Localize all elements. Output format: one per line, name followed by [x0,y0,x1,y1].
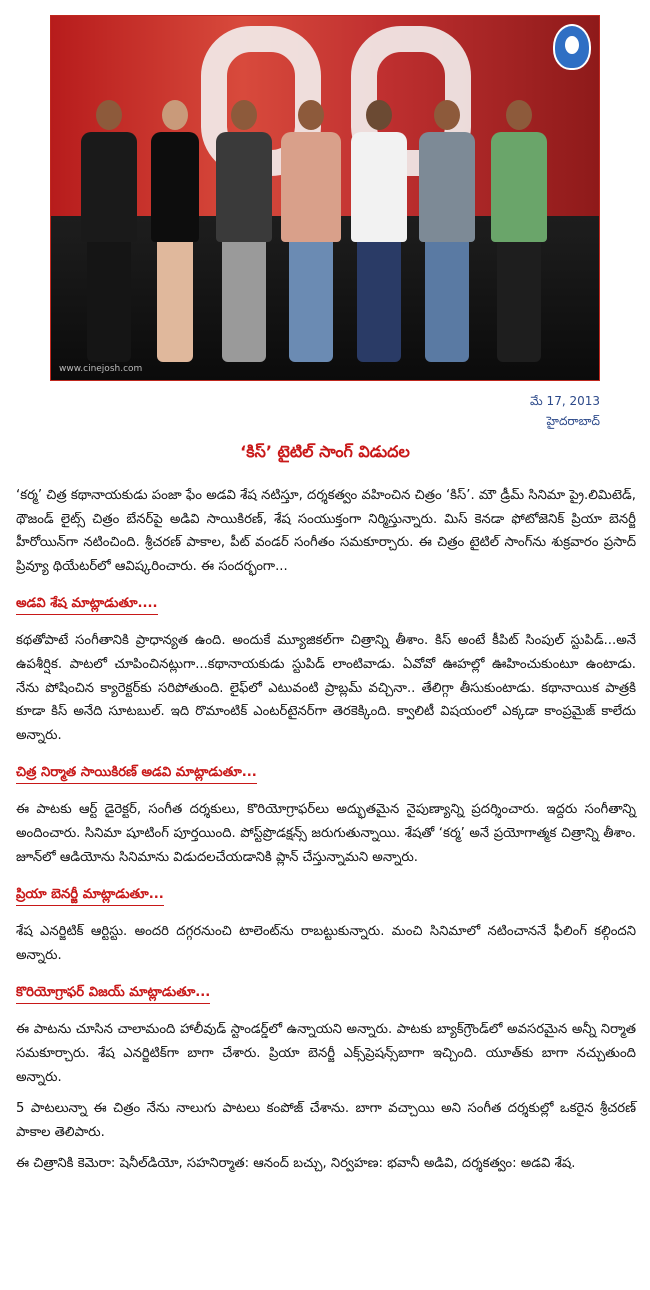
person-figure [419,100,475,362]
article-paragraph: కథతోపాటే సంగీతానికి ప్రాధాన్యత ఉంది. అందుకే మ్యూజికల్‌గా చిత్రాన్ని తీశాం. కిస్ అంటే కీపిట్ సింపుల్ స్టుపిడ్...అనే ఉపశీర్షిక. పాటలో చూపించినట్లుగా...కథానాయకుడు స్టుపిడ్ లాంటివాడు. ఏవోవో ఊహల్లో ఊహించుకుంటూ ఉంటాడు. నేను పోషించిన క్యారెక్టర్‌కు సరిపోతుంది. లైఫ్‌లో ఎటువంటి ప్రాబ్లమ్ వచ్చినా.. తేలిగ్గా తీసుకుంటాడు. కథానాయిక పాత్రకి కూడా కిస్ అనేది సూటబుల్. ఇది రొమాంటిక్ ఎంటర్‌టైనర్‌గా తెరకెక్కింది. క్వాలిటీ విషయంలో ఎక్కడా కాంప్రమైజ్ కాలేదు అన్నారు. [16,633,636,743]
article-headline: ‘కిస్’ టైటిల్ సాంగ్ విడుదల [240,442,410,461]
speaker-heading: ప్రియా బెనర్జీ మాట్లాడుతూ... [16,887,636,906]
person-figure [216,100,272,362]
site-logo-icon [553,24,591,70]
speaker-heading: అడవి శేష మాట్లాడుతూ.... [16,596,636,615]
person-figure [351,100,407,362]
article-paragraph: శేష ఎనర్జిటిక్ ఆర్టిస్టు. అందరి దగ్గరనుంచి టాలెంట్‌ను రాబట్టుకున్నారు. మంచి సినిమాలో నటించాననే ఫీలింగ్ కల్గిందని అన్నారు. [16,924,636,963]
person-figure [491,100,547,362]
article-paragraph: ఈ చిత్రానికి కెమెరా: షెనీల్‌డియో, సహనిర్మాత: ఆనంద్ బచ్చు, నిర్వహణ: భవానీ అడివి, దర్శకత్వం: అడవి శేష. [16,1156,576,1172]
article-paragraph: ఈ పాటను చూసిన చాలామంది హాలీవుడ్ స్టాండర్డ్‌లో ఉన్నాయని అన్నారు. పాటకు బ్యాక్‌గ్రౌండ్‌లో అవసరమైన అన్నీ నిర్మాత సమకూర్చారు. శేష ఎనర్జిటిక్‌గా బాగా చేశారు. ప్రియా బెనర్జీ ఎక్స్‌ప్రెషన్స్‌బాగా ఇచ్చింది. యూత్‌కు బాగా నచ్చుతుంది అన్నారు. [16,1022,636,1085]
event-photo [50,15,600,381]
person-figure [151,100,199,362]
speaker-heading: కొరియోగ్రాఫర్ విజయ్ మాట్లాడుతూ... [16,985,636,1004]
speaker-heading: చిత్ర నిర్మాత సాయికిరణ్ అడవి మాట్లాడుతూ... [16,765,636,784]
person-figure [281,100,341,362]
article-body [16,484,636,1184]
person-figure [81,100,137,362]
article-paragraph: ‘కర్మ’ చిత్ర కథానాయకుడు పంజా ఫేం అడవి శేష నటిస్తూ, దర్శకత్వం వహించిన చిత్రం ‘కిస్’. మౌ డ్రీమ్ సినిమా ప్రై.లిమిటెడ్, థౌజండ్ లైట్స్ చిత్రం బేనర్‌పై అడివి సాయికిరణ్, శేష సంయుక్తంగా నిర్మిస్తున్నారు. మిస్ కెనడా ఫోటోజెనిక్ ప్రియా బెనర్జీ హీరోయిన్‌గా నటించింది. శ్రీచరణ్ పాకాల, పీట్ వండర్ సంగీతం సమకూర్చారు. ఈ చిత్రం టైటిల్ సాంగ్‌ను శుక్రవారం ప్రసాద్ ప్రివ్యూ థియేటర్‌లో ఆవిష్కరించారు. ఈ సందర్భంగా... [16,488,636,574]
article-place: హైదరాబాద్ [546,414,600,428]
article-paragraph: ఈ పాటకు ఆర్ట్ డైరెక్టర్, సంగీత దర్శకులు, కొరియోగ్రాఫర్‌లు అద్భుతమైన నైపుణ్యాన్ని ప్రదర్శించారు. ఇద్దరు సంగీతాన్ని అందించారు. సినిమా షూటింగ్ పూర్తయింది. పోస్ట్‌ప్రొడక్షన్స్ జరుగుతున్నాయి. శేషతో ‘కర్మ’ అనే ప్రయోగాత్మక చిత్రాన్ని తీశాం. జూన్‌లో ఆడియోను సినిమాను విడుదలచేయడానికి ప్లాన్ చేస్తున్నామని అన్నారు. [16,802,636,865]
article-date: మే 17, 2013 [530,394,600,408]
article-paragraph: 5 పాటలున్నా ఈ చిత్రం నేను నాలుగు పాటలు కంపోజ్ చేశాను. బాగా వచ్చాయి అని సంగీత దర్శకుల్లో ఒకరైన శ్రీచరణ్ పాకాల తెలిపారు. [16,1101,636,1140]
photo-watermark: www.cinejosh.com [59,364,143,374]
